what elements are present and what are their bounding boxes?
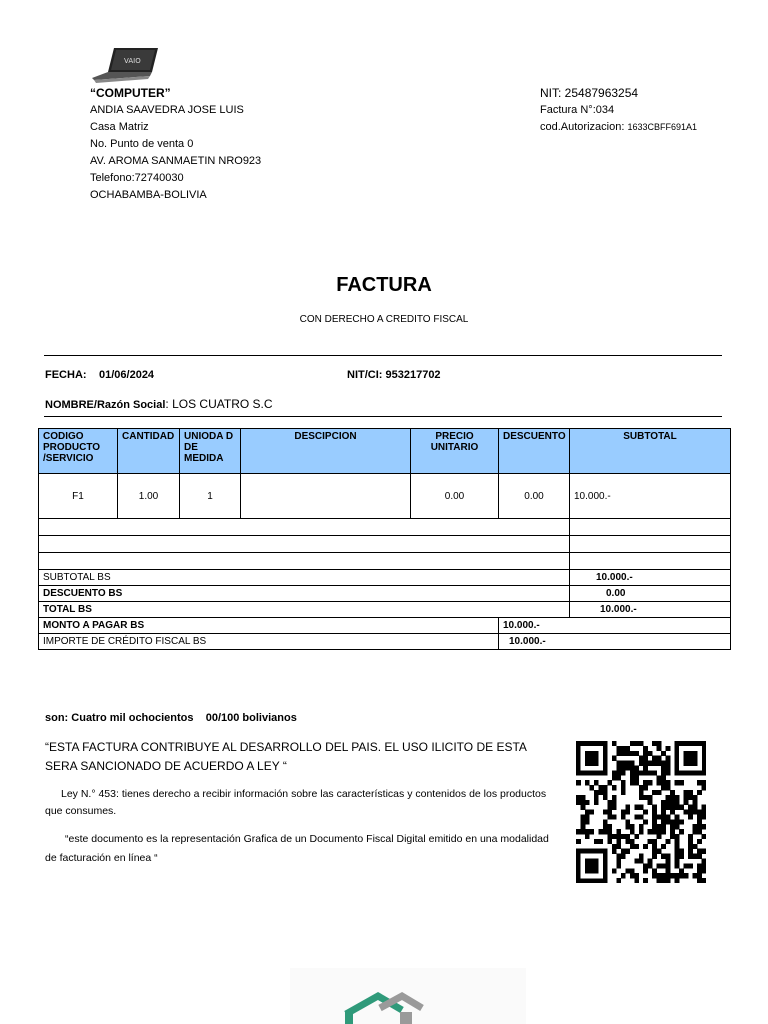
cell-desc bbox=[241, 474, 411, 519]
empty-row bbox=[39, 519, 731, 536]
total-row-payable bbox=[39, 618, 731, 634]
invoice-auth bbox=[540, 119, 697, 136]
company-owner: ANDIA SAAVEDRA JOSE LUIS bbox=[90, 104, 244, 116]
discount-value: 0.00 bbox=[570, 586, 731, 602]
company-branch: Casa Matriz bbox=[90, 121, 149, 133]
cell-subtotal: 10.000.- bbox=[570, 474, 731, 519]
divider-client bbox=[44, 416, 722, 417]
invoice-number: Factura N°:034 bbox=[540, 104, 615, 116]
col-header-code: CODIGO PRODUCTO /SERVICIO bbox=[39, 429, 118, 474]
page-subtitle: CON DERECHO A CREDITO FISCAL bbox=[299, 314, 469, 325]
client-label: NOMBRE/Razón Social bbox=[45, 399, 166, 411]
company-phone: Telefono:72740030 bbox=[90, 172, 184, 184]
laptop-icon bbox=[92, 46, 160, 84]
col-header-desc: DESCIPCION bbox=[241, 429, 411, 474]
credit-label: IMPORTE DE CRÉDITO FISCAL BS bbox=[39, 634, 499, 650]
company-info bbox=[90, 85, 261, 204]
payable-value: 10.000.- bbox=[499, 618, 731, 634]
laptop-brand-text: VAIO bbox=[124, 57, 141, 65]
total-row-discount bbox=[39, 586, 731, 602]
date-value: 01/06/2024 bbox=[99, 369, 155, 381]
col-header-unit: UNIODA D DE MEDIDA bbox=[180, 429, 241, 474]
cell-price: 0.00 bbox=[411, 474, 499, 519]
col-header-price: PRECIO UNITARIO bbox=[411, 429, 499, 474]
auth-label: cod.Autorizacion: bbox=[540, 121, 628, 133]
cell-code: F1 bbox=[39, 474, 118, 519]
client-name-line bbox=[45, 397, 273, 411]
total-row-total bbox=[39, 602, 731, 618]
date-label: FECHA: bbox=[45, 369, 87, 381]
total-row-subtotal bbox=[39, 570, 731, 586]
total-row-credit bbox=[39, 634, 731, 650]
credit-value: 10.000.- bbox=[499, 634, 731, 650]
subtotal-label: SUBTOTAL BS bbox=[39, 570, 570, 586]
cell-discount: 0.00 bbox=[499, 474, 570, 519]
divider-top bbox=[44, 355, 722, 356]
page-title: FACTURA bbox=[336, 274, 432, 296]
total-value: 10.000.- bbox=[570, 602, 731, 618]
empty-row bbox=[39, 553, 731, 570]
invoice-meta bbox=[540, 85, 697, 136]
table-header-row bbox=[39, 429, 731, 474]
qr-code bbox=[576, 741, 706, 883]
discount-label: DESCUENTO BS bbox=[39, 586, 570, 602]
legal-digital: “este documento es la representación Grafica de un Documento Fiscal Digital emitido en una modalidad de facturación en línea “ bbox=[45, 833, 549, 864]
company-name: “COMPUTER” bbox=[90, 86, 171, 100]
cell-unit: 1 bbox=[180, 474, 241, 519]
company-address: AV. AROMA SANMAETIN NRO923 bbox=[90, 155, 262, 167]
empty-row bbox=[39, 536, 731, 553]
cell-qty: 1.00 bbox=[118, 474, 180, 519]
house-logo-icon bbox=[290, 968, 526, 1024]
company-pos: No. Punto de venta 0 bbox=[90, 138, 194, 150]
payable-label: MONTO A PAGAR BS bbox=[39, 618, 499, 634]
total-label: TOTAL BS bbox=[39, 602, 570, 618]
table-row bbox=[39, 474, 731, 519]
col-header-discount: DESCUENTO bbox=[499, 429, 570, 474]
col-header-qty: CANTIDAD bbox=[118, 429, 180, 474]
client-value: : LOS CUATRO S.C bbox=[165, 397, 273, 411]
invoice-nit: NIT: 25487963254 bbox=[540, 86, 639, 100]
company-city: OCHABAMBA-BOLIVIA bbox=[90, 189, 207, 201]
items-table bbox=[38, 428, 731, 650]
amount-in-words: son: Cuatro mil ochocientos 00/100 bolivianos bbox=[45, 712, 297, 724]
subtotal-value: 10.000.- bbox=[570, 570, 731, 586]
client-nit: NIT/CI: 953217702 bbox=[347, 369, 441, 381]
auth-code: 1633CBFF691A1 bbox=[627, 122, 697, 132]
col-header-subtotal: SUBTOTAL bbox=[570, 429, 731, 474]
legal-quote: “ESTA FACTURA CONTRIBUYE AL DESARROLLO DEL PAIS. EL USO ILICITO DE ESTA SERA SANCIONADO DE ACUERDO A LEY “ bbox=[45, 740, 527, 773]
legal-law: Ley N.° 453: tienes derecho a recibir información sobre las características y contenidos de los productos que consumes. bbox=[45, 788, 547, 817]
